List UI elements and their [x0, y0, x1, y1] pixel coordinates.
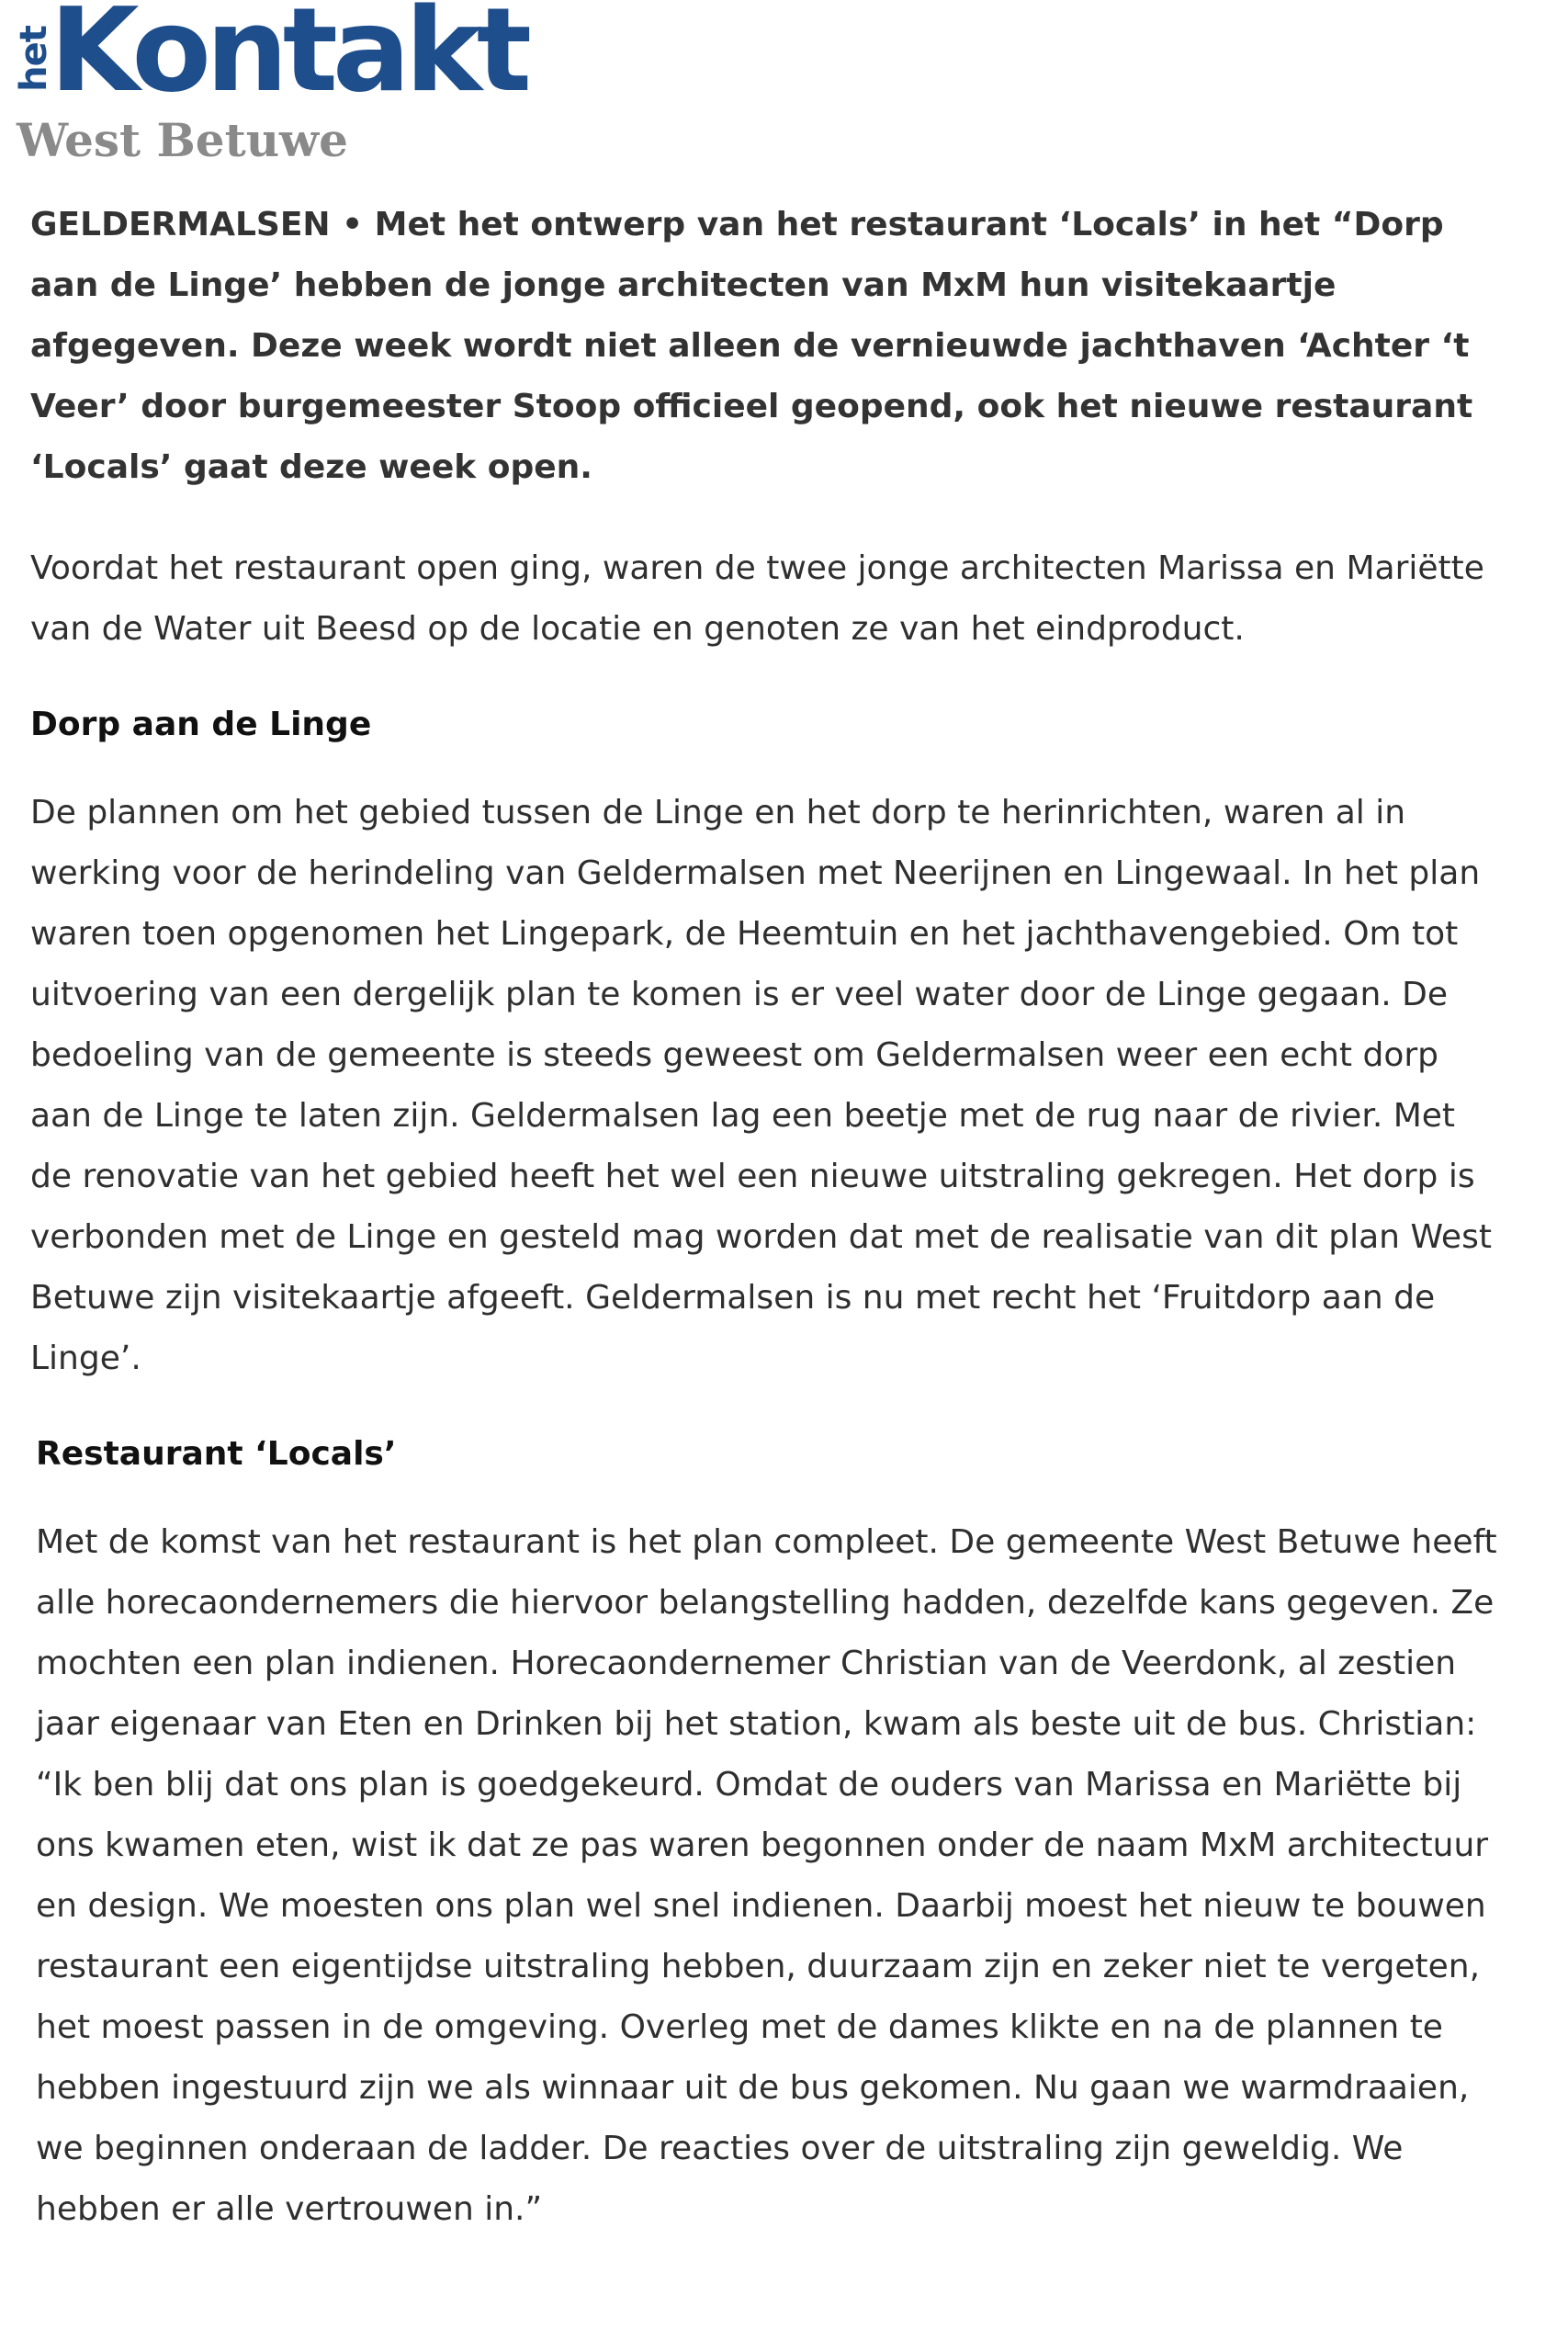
section-heading-locals: Restaurant ‘Locals’ — [36, 1435, 397, 1473]
section-body-dorp: De plannen om het gebied tussen de Linge en het dorp te herinrichten, waren al in werking voor de herindeling van Geldermalsen met Neerijnen en Lingewaal. In het plan waren toen opgenomen het Lingepark, de Heemtuin en het jachthavengebied. Om tot uitvoering van een dergelijk plan te komen is er veel water door de Linge gegaan. De bedoeling van de gemeente is steeds geweest om Geldermalsen weer een echt dorp aan de Linge te laten zijn. Geldermalsen lag een beetje met de rug naar de rivier. Met de renovatie van het gebied heeft het wel een nieuwe uitstraling gekregen. Het dorp is verbonden met de Linge en gesteld mag worden dat met de realisatie van dit plan West Betuwe zijn visitekaartje afgeeft. Geldermalsen is nu met recht het ‘Fruitdorp aan de Linge’. — [30, 794, 1492, 1377]
logo-kontakt: Kontakt — [50, 0, 526, 118]
masthead — [13, 0, 604, 175]
section-body-locals: Met de komst van het restaurant is het plan compleet. De gemeente West Betuwe heeft alle horecaondernemers die hiervoor belangstelling hadden, dezelfde kans gegeven. Ze mochten een plan indienen. Horecaondernemer Christian van de Veerdonk, al zestien jaar eigenaar van Eten en Drinken bij het station, kwam als beste uit de bus. Christian: “Ik ben blij dat ons plan is goedgekeurd. Omdat de ouders van Marissa en Mariëtte bij ons kwamen eten, wist ik dat ze pas waren begonnen onder de naam MxM architectuur en design. We moesten ons plan wel snel indienen. Daarbij moest het nieuw te bouwen restaurant een eigentijdse uitstraling hebben, duurzaam zijn en zeker niet te vergeten, het moest passen in de omgeving. Overleg met de dames klikte en na de plannen te hebben ingestuurd zijn we als winnaar uit de bus gekomen. Nu gaan we warmdraaien, we beginnen onderaan de ladder. De reacties over de uitstraling zijn geweldig. We hebben er alle vertrouwen in.” — [36, 1523, 1497, 2228]
article-intro: Voordat het restaurant open ging, waren de twee jonge architecten Marissa en Mariëtte van de Water uit Beesd op de locatie en genoten ze van het eindproduct. — [30, 549, 1484, 648]
logo-het-text: het — [13, 26, 55, 92]
logo-edition: West Betuwe — [17, 113, 348, 167]
logo-het-vertical — [13, 17, 55, 101]
article — [30, 195, 1500, 2275]
article-lead: GELDERMALSEN • Met het ontwerp van het restaurant ‘Locals’ in het “Dorp aan de Linge’ hebben de jonge architecten van MxM hun visitekaartje afgegeven. Deze week wordt niet alleen de vernieuwde jachthaven ‘Achter ‘t Veer’ door burgemeester Stoop officieel geopend, ook het nieuwe restaurant ‘Locals’ gaat deze week open. — [30, 206, 1473, 486]
section-heading-dorp: Dorp aan de Linge — [30, 706, 372, 743]
